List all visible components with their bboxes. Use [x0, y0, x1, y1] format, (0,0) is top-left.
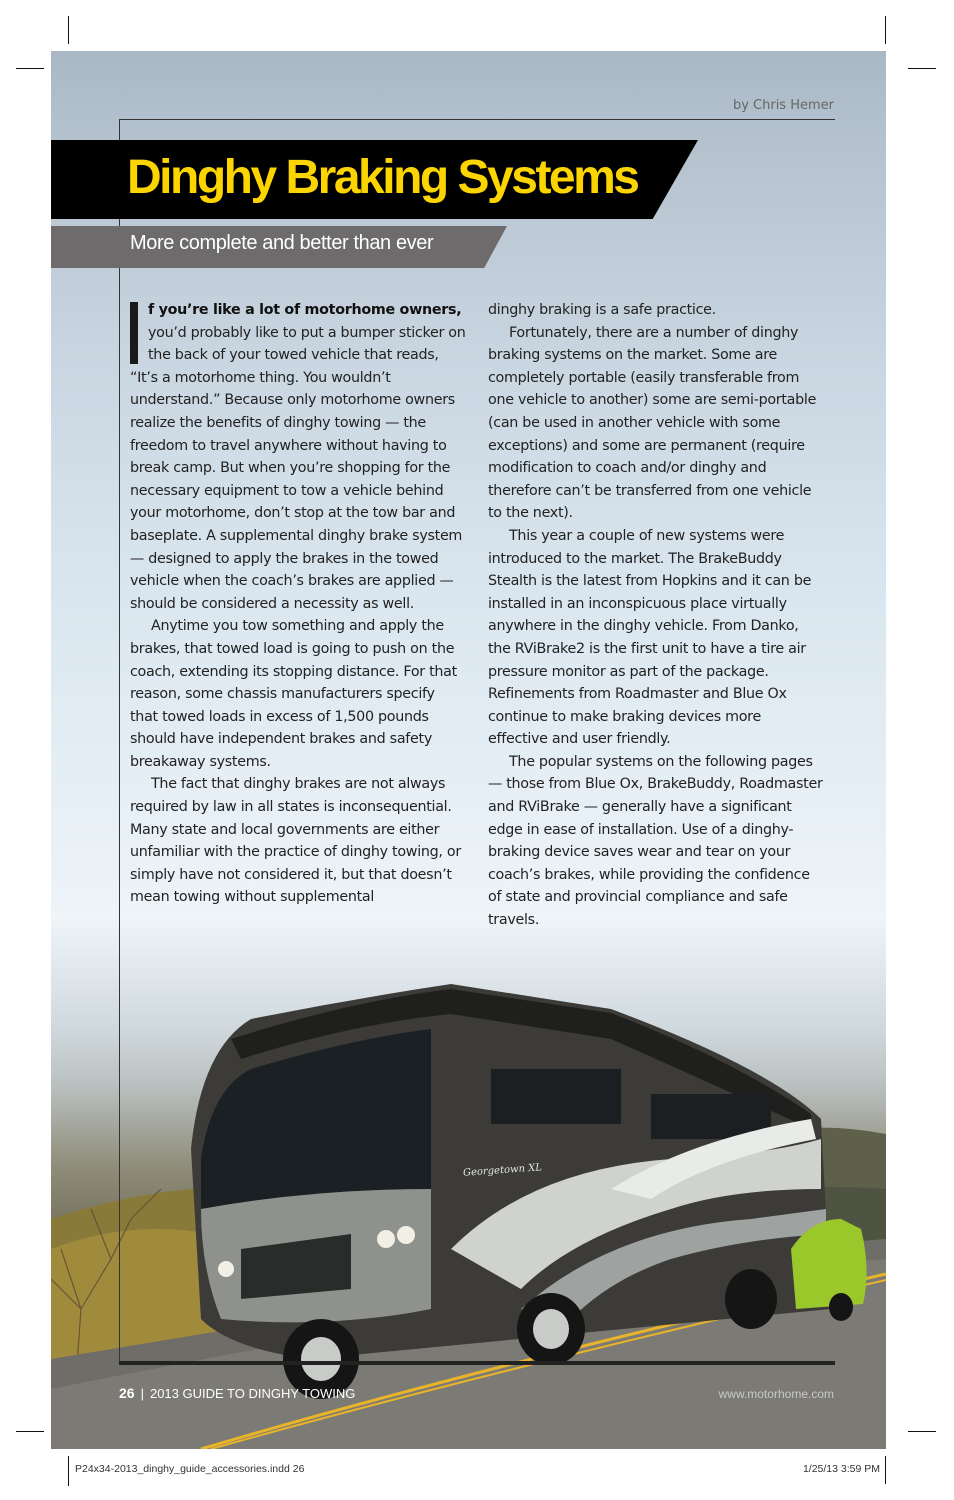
byline: by Chris Hemer — [732, 98, 834, 113]
crop-mark-top-right — [885, 16, 886, 44]
folio-separator: | — [140, 1386, 144, 1401]
article-paragraph-2: Anytime you tow something and apply the brakes, that towed load is going to push on the coach, extending its stopping distance. For that reason, some chassis manufacturers specify that towed loads in excess of 1,500 pounds should have independent brakes and safety breakaway systems. — [130, 618, 457, 770]
crop-mark-left-bottom — [16, 1431, 44, 1432]
article-paragraph-1 — [130, 299, 466, 615]
crop-mark-left-top — [16, 68, 44, 69]
folio — [119, 1385, 355, 1401]
deck-subtitle: More complete and better than ever — [130, 232, 434, 254]
crop-mark-right-top — [908, 68, 936, 69]
article-paragraph-6: This year a couple of new systems were introduced to the market. The BrakeBuddy Stealth is the latest from Hopkins and it can be installed in an inconspicuous place virtually anywhere in the dinghy vehicle. From Danko, the RViBrake2 is the first unit to have a tire air pressure monitor as part of the package. Refinements from Roadmaster and Blue Ox continue to make braking devices more effective and user friendly. — [488, 527, 812, 748]
article-paragraph-7: The popular systems on the following pages — those from Blue Ox, BrakeBuddy, Roadmaster and RViBrake — generally have a significant edge in ease of installation. Use of a dinghy-braking device saves wear and tear on your coach’s brakes, while providing the confidence of state and provincial compliance and safe travels. — [488, 753, 823, 929]
drop-cap — [130, 302, 138, 364]
paragraph-text: you’d probably like to put a bumper sticker on the back of your towed vehicle that reads, “It’s a motorhome thing. You wouldn’t understand.” Because only motorhome owners realize the benefits of dinghy towing — the freedom to travel anywhere without having to break camp. But when you’re shopping for the necessary equipment to tow a vehicle behind your motorhome, don’t stop at the tow bar and baseplate. A supplemental dinghy brake system — designed to apply the brakes in the towed vehicle when the coach’s brakes are applied — should be considered a necessity as well. — [130, 324, 466, 612]
crop-mark-right-bottom — [908, 1431, 936, 1432]
headline: Dinghy Braking Systems — [127, 151, 638, 204]
article-paragraph-5: Fortunately, there are a number of dinghy braking systems on the market. Some are completely portable (easily transferable from one vehicle to another) some are semi-portable (can be used in another vehicle with some exceptions) and some are permanent (require modification to coach and/or dinghy and therefore can’t be transferred from one vehicle to the next). — [488, 324, 817, 522]
crop-mark-top-left — [68, 16, 69, 44]
article-paragraph-3: The fact that dinghy brakes are not always required by law in all states is inconsequential. Many state and local governments are either unfamiliar with the practice of dinghy towing, or simply have not considered it, but that doesn’t mean towing without supplemental — [130, 776, 461, 906]
crop-mark-bottom-right — [885, 1456, 886, 1484]
page-number: 26 — [119, 1385, 135, 1401]
lead-in: f you’re like a lot of motorhome owners, — [148, 302, 462, 318]
slug-filename: P24x34-2013_dinghy_guide_accessories.indd 26 — [75, 1463, 305, 1475]
slug-divider — [68, 1458, 69, 1486]
article-column-left — [130, 299, 466, 909]
publication-name: 2013 GUIDE TO DINGHY TOWING — [149, 1386, 356, 1401]
article-column-right — [488, 299, 824, 932]
footer-rule — [119, 1361, 835, 1365]
slug-timestamp: 1/25/13 3:59 PM — [802, 1463, 880, 1475]
article-paragraph-4: dinghy braking is a safe practice. — [488, 302, 716, 318]
website-url[interactable]: www.motorhome.com — [718, 1387, 834, 1401]
coach-badge: Georgetown XL — [462, 1162, 543, 1179]
